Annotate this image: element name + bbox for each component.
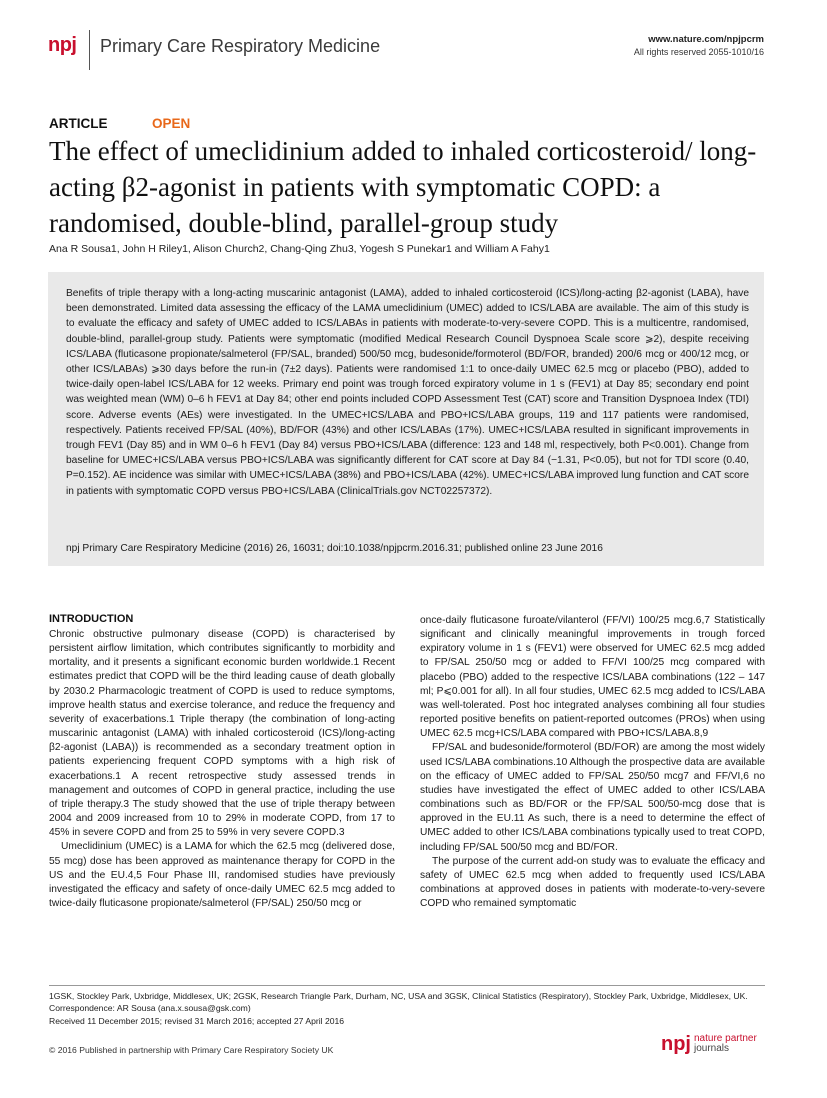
open-access-label: OPEN <box>152 116 191 131</box>
citation-line: npj Primary Care Respiratory Medicine (2016) 26, 16031; doi:10.1038/npjpcrm.2016.31; published online 23 June 2016 <box>66 543 603 554</box>
journal-url-link[interactable]: www.nature.com/npjpcrm <box>648 34 764 45</box>
affiliations: 1GSK, Stockley Park, Uxbridge, Middlesex, UK; 2GSK, Research Triangle Park, Durham, NC, USA and 3GSK, Clinical Statistics (Respiratory), Stockley Park, Uxbridge, Middlesex, UK. <box>49 991 748 1001</box>
journal-name: Primary Care Respiratory Medicine <box>100 36 381 56</box>
body-paragraph: once-daily fluticasone furoate/vilanterol (FF/VI) 100/25 mcg.6,7 Statistically significant and clinically meaningful improvements in trough forced expiratory volume in 1 s (FEV1) were observed for UMEC 62.5 mcg added to FP/SAL 250/50 mcg or added to FF/VI 100/25 mcg compared with placebo (PBO) added to the respective ICS/LABA combinations (122 – 147 ml; P⩽0.001 for all). In all four studies, UMEC 62.5 mcg added to ICS/LABA was well-tolerated. Post hoc integrated analyses combining all four studies reported positive benefits on patient-reported outcomes (PROs) when using UMEC 62.5 mcg+ICS/LABA compared with PBO+ICS/LABA.8,9 <box>420 615 765 740</box>
section-title-introduction: INTRODUCTION <box>49 613 134 625</box>
article-type-label: ARTICLE <box>49 116 108 131</box>
received-dates: Received 11 December 2015; revised 31 March 2016; accepted 27 April 2016 <box>49 1015 345 1026</box>
author-list: Ana R Sousa1, John H Riley1, Alison Church2, Chang-Qing Zhu3, Yogesh S Punekar1 and William A Fahy1 <box>49 243 550 255</box>
body-paragraph: Chronic obstructive pulmonary disease (COPD) is characterised by persistent airflow limitation, which contributes significantly to morbidity and mortality, and it presents a significant economic burden worldwide.1 Recent estimates predict that COPD will be the third leading cause of death globally by 2030.2 Pharmacologic treatment of COPD is used to reduce symptoms, improve health status and exercise tolerance, and reduce the frequency and severity of exacerbations.1 Triple therapy (the combination of long-acting muscarinic antagonist (LAMA) with inhaled corticosteroid (ICS)/long-acting β2-agonist (LABA)) is recommended as a secondary treatment option in patients experiencing frequent COPD symptoms with a high risk of exacerbations.1 A recent retrospective study assessed trends in management and outcomes of COPD in general practice, including the use of triple therapy.3 The study showed that the use of triple therapy between 2004 and 2009 increased from 10 to 29% in moderate COPD, from 17 to 45% in severe COPD and from 25 to 59% in very severe COPD.3 <box>49 629 395 839</box>
journals-text: journals <box>694 1043 730 1054</box>
body-paragraph: Umeclidinium (UMEC) is a LAMA for which the 62.5 mcg (delivered dose, 55 mcg) dose has been approved as maintenance therapy for COPD in the US and the EU.4,5 Four Phase III, randomised studies have previously investigated the efficacy and safety of once-daily UMEC 62.5 mcg added to twice-daily fluticasone propionate/salmeterol (FP/SAL) 250/50 mcg or <box>49 841 395 909</box>
article-title: The effect of umeclidinium added to inhaled corticosteroid/ long-acting β2-agonist in patients with symptomatic COPD: a randomised, double-blind, parallel-group study <box>49 136 757 238</box>
nature-partner-text: nature partner <box>694 1033 757 1044</box>
body-paragraph: The purpose of the current add-on study was to evaluate the efficacy and safety of UMEC 62.5 mcg when added to frequently used ICS/LABA combinations at approved doses in patients with moderate-to-very-severe COPD who remained symptomatic <box>420 855 765 910</box>
npj-logo: npj <box>48 34 77 56</box>
footnote-divider <box>49 985 765 986</box>
abstract-text: Benefits of triple therapy with a long-acting muscarinic antagonist (LAMA), added to inhaled corticosteroid (ICS)/long-acting β2-agonist (LABA), have been demonstrated. Limited data assessing the efficacy of the LAMA umeclidinium (UMEC) added to ICS/LABA are available. The aim of this study is to evaluate the efficacy and safety of UMEC added to ICS/LABAs in patients with moderate-to-very-severe COPD. This is a multicentre, randomised, double-blind, parallel-group study. Patients were symptomatic (modified Medical Research Council Dyspnoea Scale score ⩾2), despite receiving ICS/LABA (fluticasone propionate/salmeterol (FP/SAL, branded) 500/50 mcg, budesonide/formoterol (BD/FOR, branded) 200/6 mcg or 400/12 mcg, or other ICS/LABAs) ⩾30 days before the run-in (7±2 days). Patients were randomised 1:1 to once-daily UMEC 62.5 mcg or placebo (PBO), added to twice-daily open-label ICS/LABA for 12 weeks. Primary end point was trough forced expiratory volume in 1 s (FEV1) at Day 85; secondary end point was weighted mean (WM) 0–6 h FEV1 at Day 84; other end points included COPD Assessment Test (CAT) score and Transition Dyspnoea Index (TDI) score. Adverse events (AEs) were investigated. In the UMEC+ICS/LABA and PBO+ICS/LABA groups, 119 and 117 patients were randomised, respectively. Patients received FP/SAL (40%), BD/FOR (43%) and other ICS/LABAs (17%). UMEC+ICS/LABA resulted in significant improvements in trough FEV1 (Day 85) and in WM 0–6 h FEV1 (Day 84) versus PBO+ICS/LABA (difference: 123 and 148 ml, respectively, both P<0.001). Change from baseline for UMEC+ICS/LABA versus PBO+ICS/LABA was significantly different for CAT score at Day 84 (−1.31, P<0.05), but not for TDI score (0.40, P=0.152). AE incidence was similar with UMEC+ICS/LABA (38%) and PBO+ICS/LABA (42%). UMEC+ICS/LABA improved lung function and CAT score in patients with symptomatic COPD versus PBO+ICS/LABA (ClinicalTrials.gov NCT02257372). <box>66 288 749 497</box>
body-paragraph: FP/SAL and budesonide/formoterol (BD/FOR) are among the most widely used ICS/LABA combinations.10 Although the prospective data are available on the efficacy of UMEC added to FP/SAL 250/50 mcg7 and FF/VI,6 no studies have investigated the effect of UMEC added to other ICS/LABA combinations such as BD/FOR or the FP/SAL 500/50-mcg dose that is approved in the EU.11 As such, there is a need to determine the effect of UMEC added to other ICS/LABA combinations typically used to treat COPD, including FP/SAL 500/50 mcg and BD/FOR. <box>420 742 765 853</box>
nature-partner-logo: npj <box>661 1033 691 1055</box>
correspondence-line[interactable]: Correspondence: AR Sousa (ana.x.sousa@gsk.com) <box>49 1003 251 1014</box>
body-column-left <box>49 628 395 911</box>
footnotes <box>49 990 765 1027</box>
body-column-right <box>420 614 765 911</box>
rights-notice: All rights reserved 2055-1010/16 <box>633 47 764 57</box>
logo-divider <box>89 30 90 70</box>
copyright-notice: © 2016 Published in partnership with Primary Care Respiratory Society UK <box>49 1045 334 1055</box>
